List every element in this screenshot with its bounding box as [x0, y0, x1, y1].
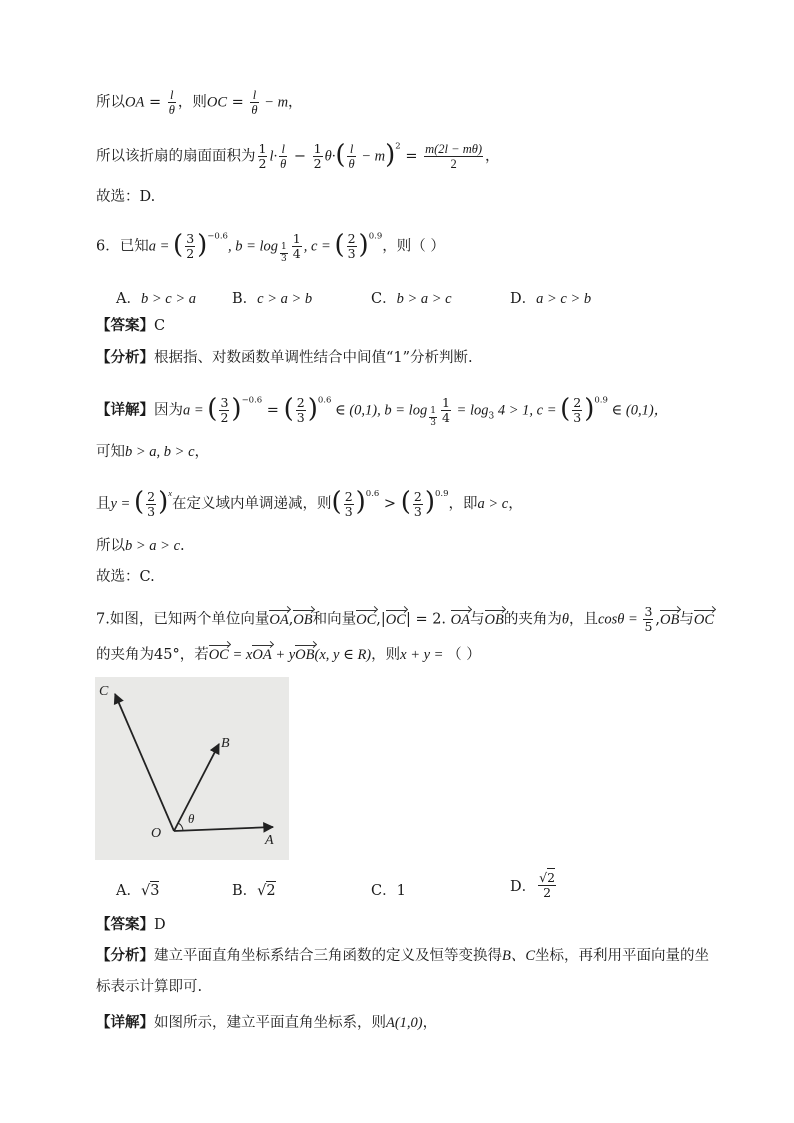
frac-den: 3 [296, 410, 305, 425]
detail-6-line4 [96, 539, 734, 554]
frac-den: 3 [281, 253, 287, 264]
exponent: 0.9 [434, 489, 449, 499]
paren-left: ( [207, 393, 218, 424]
detail-tag: 【详解】 [96, 401, 154, 419]
frac [296, 396, 306, 425]
frac-base [429, 406, 437, 427]
paren-right: ) [358, 229, 369, 260]
exponent: 0.9 [594, 395, 608, 406]
question-7 [96, 605, 734, 634]
frac-den: 4 [441, 410, 450, 425]
math-text: b > a > c [125, 538, 181, 554]
detail-text: 如图所示，建立平面直角坐标系，则 [154, 1015, 386, 1031]
option-label: A． [116, 883, 141, 899]
vector-oa-line [174, 827, 273, 831]
frac-den: 4 [292, 246, 301, 261]
angle-arc [178, 823, 183, 831]
frac [313, 142, 323, 171]
answer-tag: 【答案】 [96, 916, 154, 933]
math-text: ∈ (0,1)， [607, 402, 669, 419]
vector-ob: OB [484, 611, 504, 628]
math-text: = log [452, 402, 489, 419]
frac [279, 142, 287, 171]
frac [424, 142, 483, 171]
paren-right: ) [307, 393, 318, 424]
option-label: D． [510, 291, 537, 307]
exponent: 0.6 [365, 489, 380, 499]
choose-d: 故选：D. [96, 189, 156, 205]
vector-oc: OC [385, 611, 406, 628]
text: ， [508, 496, 523, 512]
math-text: l· [269, 148, 278, 165]
frac-den: 2 [450, 157, 457, 171]
paren-left: ( [133, 487, 145, 517]
math-text: B、C [502, 948, 536, 964]
frac-den: 5 [644, 619, 653, 634]
math-text: 4 > 1, c = [494, 402, 561, 419]
text: ， [194, 444, 210, 460]
vector-oa: OA [269, 611, 289, 628]
math-theta: θ [561, 611, 569, 628]
text: , [655, 611, 661, 628]
math-op: − [289, 148, 311, 165]
frac-den: 3 [413, 503, 422, 519]
detail-6 [96, 393, 734, 428]
detail-6-line3 [96, 489, 734, 519]
vector-ob-line [174, 744, 219, 831]
frac [344, 490, 354, 519]
paren-left: ( [335, 139, 346, 170]
text: 的夹角为 [96, 647, 154, 663]
vector-ob: OB [660, 611, 680, 628]
subscript: 3 [488, 411, 495, 422]
math-text: + y [271, 647, 296, 663]
frac [292, 232, 302, 261]
frac-num: 2 [413, 488, 422, 504]
option-a[interactable] [116, 287, 196, 308]
math-eq: = [400, 148, 423, 165]
text: ， [288, 94, 303, 111]
exponent: −0.6 [241, 395, 263, 406]
text: 的夹角为 [503, 611, 562, 628]
frac [146, 490, 156, 519]
math-text: a > c [477, 496, 509, 512]
frac-base [280, 242, 288, 263]
paren-right: ) [197, 229, 208, 260]
text: ，且 [568, 611, 598, 628]
math-eq: = [144, 94, 166, 111]
paren-left: ( [173, 229, 184, 260]
frac-den: θ [168, 103, 175, 117]
frac-num: 2 [573, 395, 582, 410]
paren-right: ) [385, 139, 396, 170]
frac-den: 2 [186, 246, 195, 261]
frac-num-value: 2 [547, 870, 556, 885]
label-o: O [151, 826, 162, 841]
math-text: y = [110, 496, 134, 512]
option-text: c > a > b [257, 291, 313, 307]
frac [538, 871, 556, 900]
frac-num: m(2l − mθ) [425, 142, 483, 156]
paren-left: ( [400, 487, 411, 517]
option-b[interactable] [232, 287, 312, 308]
text: , [288, 611, 294, 628]
frac-num: 1 [313, 141, 322, 156]
frac-den: 3 [430, 417, 436, 428]
answer-tag: 【答案】 [96, 317, 154, 334]
frac-num: l [168, 88, 176, 103]
option-b[interactable] [232, 879, 276, 900]
frac-den: 3 [147, 503, 156, 519]
vector-oa: OA [252, 647, 272, 663]
text: ,| [376, 611, 386, 628]
math-text: ∈ (0,1), b = log [331, 402, 428, 419]
paren-right: ) [424, 487, 435, 517]
text: 所以 [96, 538, 125, 554]
analysis-7 [96, 949, 734, 964]
option-label: C． [371, 291, 397, 307]
frac-num: l [347, 142, 355, 157]
answer-value: D [154, 917, 166, 933]
math-op: > [379, 496, 401, 512]
sqrt-sign: √ [257, 883, 267, 899]
answer-6 [96, 319, 734, 334]
frac-num: 3 [220, 395, 229, 410]
vector-figure [95, 677, 289, 860]
text: ， [485, 148, 500, 165]
text: ，则（ ） [382, 238, 445, 255]
option-c[interactable] [371, 879, 406, 900]
frac-den: 2 [543, 885, 552, 900]
math-eq: = [262, 402, 284, 419]
label-theta: θ [188, 811, 195, 826]
answer-7 [96, 918, 734, 933]
frac [572, 396, 582, 425]
text: 可知 [96, 444, 125, 460]
math-text: (x, y ∈ R) [314, 647, 372, 663]
math-text: b > a, b > c [125, 444, 195, 460]
text: | = 2. [405, 611, 447, 628]
option-label: C． [371, 883, 397, 899]
option-d[interactable] [510, 871, 558, 900]
text: 且 [96, 496, 111, 512]
question-6 [96, 229, 734, 264]
frac-den: 3 [347, 246, 356, 261]
exponent: −0.6 [207, 231, 228, 242]
frac-num: 3 [186, 231, 195, 246]
text: 在定义域内单调递减，则 [172, 496, 332, 512]
frac [347, 142, 355, 171]
label-a: A [265, 833, 274, 848]
label-c: C [99, 684, 109, 699]
vector-diagram [95, 677, 289, 860]
paren-left: ( [560, 393, 571, 424]
exponent: 2 [395, 141, 401, 152]
text: 45° [154, 647, 180, 663]
text: . [180, 538, 185, 554]
frac-den: θ [280, 157, 287, 171]
analysis-tag: 【分析】 [96, 349, 154, 366]
frac-num: 3 [644, 604, 653, 619]
text: （ ） [447, 647, 481, 663]
frac-num: 2 [296, 395, 305, 410]
option-c[interactable] [371, 287, 452, 308]
math-text: − m [260, 94, 289, 111]
frac [185, 232, 195, 261]
math-text: − m [357, 148, 386, 165]
frac-num: 1 [258, 141, 267, 156]
choose-c: 故选：C. [96, 569, 155, 585]
vector-ob: OB [293, 611, 313, 628]
paren-left: ( [331, 487, 342, 517]
detail-7 [96, 1016, 734, 1031]
paren-left: ( [283, 393, 294, 424]
frac-num: 2 [344, 488, 353, 504]
exponent: x [168, 488, 173, 498]
math-text: a = [148, 238, 174, 255]
label-b: B [221, 736, 230, 751]
frac-den: θ [251, 103, 258, 117]
text: ，则 [371, 647, 401, 663]
answer-value: C [154, 318, 166, 334]
frac-den: 3 [573, 410, 582, 425]
option-label: B． [232, 883, 258, 899]
frac-den: 3 [344, 503, 353, 519]
vector-oc: OC [356, 611, 377, 628]
option-text: 3 [150, 883, 160, 899]
line-oa [96, 88, 734, 117]
line-area [96, 139, 734, 171]
math-oc: OC [206, 94, 228, 111]
math-text: θ· [324, 148, 336, 165]
text: ，则 [177, 94, 207, 111]
frac-num: 1 [430, 406, 436, 417]
vector-oa: OA [450, 611, 470, 628]
text: ，若 [179, 647, 209, 663]
option-label: D． [510, 879, 537, 895]
sqrt-sign: √ [140, 883, 151, 899]
frac-num: 1 [281, 242, 287, 253]
option-text: b > c > a [140, 291, 196, 307]
math-text: cosθ = [597, 611, 642, 628]
text: 和向量 [312, 611, 357, 628]
frac-num: l [279, 142, 287, 157]
paren-right: ) [584, 393, 595, 424]
frac [413, 490, 423, 519]
analysis-7-line2: 标表示计算即可. [96, 979, 203, 995]
vector-oc-line [115, 694, 174, 831]
analysis-text: 根据指、对数函数单调性结合中间值“1”分析判断. [154, 350, 473, 366]
question-number: 6．已知 [96, 238, 149, 255]
question-number: 7.如图，已知两个单位向量 [96, 611, 270, 628]
math-text: a = [183, 402, 208, 419]
frac-num: l [250, 88, 258, 103]
frac [441, 396, 451, 425]
frac-den: θ [348, 157, 355, 171]
text: 与 [679, 611, 694, 628]
frac [643, 605, 653, 634]
option-text: 1 [396, 883, 406, 899]
frac-num: 1 [441, 395, 450, 410]
option-text: a > c > b [536, 291, 592, 307]
frac-num: 1 [292, 231, 301, 246]
exponent: 0.6 [317, 395, 332, 406]
math-text: = x [228, 647, 253, 663]
frac-num: 2 [347, 231, 356, 246]
text: ， [422, 1015, 438, 1031]
question-7-line2 [96, 648, 734, 663]
option-text: b > a > c [396, 291, 452, 307]
frac [258, 142, 268, 171]
option-label: A． [116, 291, 141, 307]
text: 因为 [154, 402, 183, 419]
math-text: , b = log [227, 238, 279, 255]
frac-den: 2 [258, 156, 267, 171]
analysis-text: 坐标，再利用平面向量的坐 [535, 948, 710, 964]
option-label: B． [232, 291, 258, 307]
vector-oc: OC [693, 611, 715, 628]
analysis-tag: 【分析】 [96, 947, 154, 964]
math-text: A(1,0) [386, 1015, 423, 1031]
math-eq: = [227, 94, 249, 111]
vector-oc: OC [208, 647, 229, 663]
frac [168, 88, 176, 117]
option-text: 2 [266, 883, 276, 899]
math-oa: OA [125, 94, 145, 111]
math-text: , c = [303, 238, 335, 255]
analysis-6 [96, 351, 734, 366]
frac-num: 2 [147, 488, 156, 504]
sqrt-sign: √ [539, 870, 548, 885]
frac [219, 396, 229, 425]
option-a[interactable] [116, 879, 159, 900]
paren-right: ) [158, 487, 169, 517]
frac [347, 232, 357, 261]
detail-6-line2 [96, 445, 734, 460]
text: ，即 [448, 496, 478, 512]
paren-left: ( [334, 229, 345, 260]
paren-right: ) [231, 393, 242, 424]
frac-den: 2 [313, 156, 322, 171]
frac-num [538, 871, 556, 886]
option-d[interactable] [510, 287, 591, 308]
vector-ob: OB [295, 647, 315, 663]
exponent: 0.9 [368, 231, 383, 242]
text: 所以该折扇的扇面面积为 [96, 148, 256, 165]
math-text: x + y = [400, 647, 448, 663]
analysis-text: 建立平面直角坐标系结合三角函数的定义及恒等变换得 [154, 948, 502, 964]
frac-den: 2 [220, 410, 229, 425]
text: 所以 [96, 94, 125, 111]
detail-tag: 【详解】 [96, 1014, 154, 1031]
paren-right: ) [355, 487, 366, 517]
frac [250, 88, 258, 117]
text: 与 [470, 611, 485, 628]
